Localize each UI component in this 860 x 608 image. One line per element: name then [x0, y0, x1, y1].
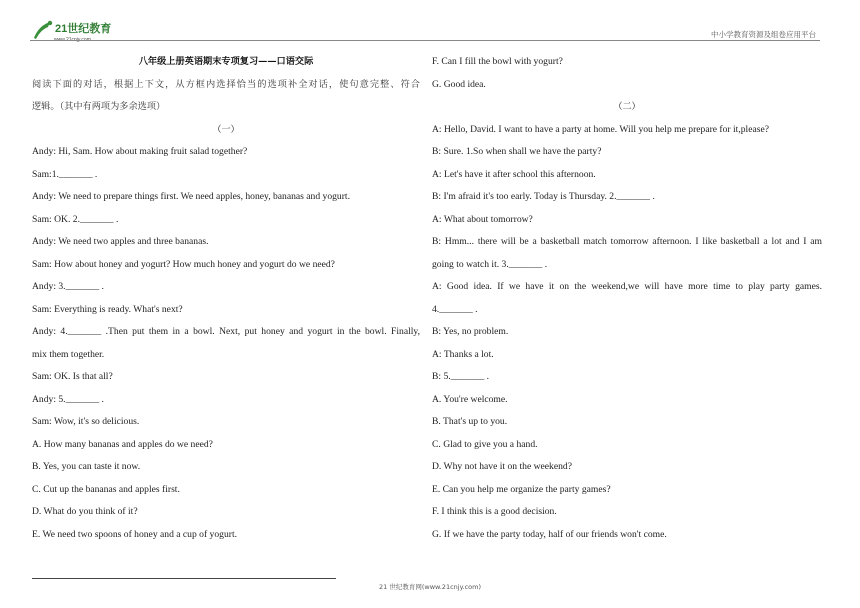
- dialogue-line: Andy: Hi, Sam. How about making fruit salad together?: [32, 146, 248, 157]
- dialogue-line: Sam: Wow, it's so delicious.: [32, 416, 140, 427]
- dialogue-line: B: Sure. 1.So when shall we have the party?: [432, 146, 602, 157]
- dialogue-line: A: Let's have it after school this afternoon.: [432, 168, 596, 180]
- footer-text: 21 世纪教育网(www.21cnjy.com): [379, 583, 481, 591]
- instruction-line-1: 阅读下面的对话，根据上下文，从方框内选择恰当的选项补全对话，使句意完整、符合: [32, 78, 420, 90]
- svg-text:21世纪教育: 21世纪教育: [55, 23, 112, 35]
- option-item: D. What do you think of it?: [32, 506, 138, 517]
- option-item: A. You're welcome.: [432, 393, 508, 405]
- option-item: B. That's up to you.: [432, 416, 508, 427]
- dialogue-line: Andy: 4._______ .Then put them in a bowl. Next, put honey and yogurt in the bowl. Finally,: [32, 326, 420, 337]
- dialogue-line: A: Good idea. If we have it on the weekend,we will have more time to play party games.: [432, 281, 822, 292]
- dialogue-line: A: What about tomorrow?: [432, 213, 533, 225]
- dialogue-line: going to watch it. 3._______ .: [432, 258, 548, 270]
- platform-name: 中小学教育资源及组卷应用平台: [711, 30, 816, 39]
- dialogue-line: A: Thanks a lot.: [432, 348, 494, 360]
- option-item: F. Can I fill the bowl with yogurt?: [432, 56, 563, 67]
- option-item: F. I think this is a good decision.: [432, 506, 557, 517]
- dialogue-line: B: 5._______ .: [432, 371, 490, 382]
- dialogue-line: 4._______ .: [432, 303, 478, 315]
- dialogue-line: Andy: 3._______ .: [32, 281, 104, 292]
- left-column: [32, 51, 420, 546]
- dialogue-line: mix them together.: [32, 348, 105, 360]
- section-heading-2: （二）: [613, 102, 641, 112]
- dialogue-line: B: Yes, no problem.: [432, 326, 509, 337]
- page-title: 八年级上册英语期末专项复习——口语交际: [138, 56, 314, 67]
- dialogue-line: B: I'm afraid it's too early. Today is Thursday. 2._______ .: [432, 191, 655, 202]
- dialogue-line: B: Hmm... there will be a basketball match tomorrow afternoon. I like basketball a lot and I am: [432, 236, 822, 247]
- option-item: C. Glad to give you a hand.: [432, 438, 538, 450]
- option-item: E. Can you help me organize the party games?: [432, 483, 611, 495]
- instruction-line-2: 逻辑。（其中有两项为多余选项）: [32, 101, 166, 112]
- dialogue-line: Sam: OK. 2._______ .: [32, 213, 119, 225]
- dialogue-line: Sam: OK. Is that all?: [32, 371, 113, 382]
- footer-divider: [32, 578, 336, 579]
- dialogue-line: A: Hello, David. I want to have a party at home. Will you help me prepare for it,please?: [432, 123, 769, 135]
- option-item: G. Good idea.: [432, 78, 486, 90]
- dialogue-line: Sam: Everything is ready. What's next?: [32, 303, 183, 315]
- dialogue-line: Andy: 5._______ .: [32, 393, 104, 405]
- svg-text:www.21cnjy.com: www.21cnjy.com: [54, 37, 91, 43]
- header-divider: [30, 40, 820, 41]
- dialogue-line: Sam:1._______ .: [32, 168, 98, 180]
- option-item: E. We need two spoons of honey and a cup of yogurt.: [32, 528, 238, 540]
- right-column: [432, 51, 822, 546]
- option-item: C. Cut up the bananas and apples first.: [32, 483, 180, 495]
- option-item: D. Why not have it on the weekend?: [432, 461, 572, 472]
- option-item: G. If we have the party today, half of our friends won't come.: [432, 528, 667, 540]
- dialogue-line: Andy: We need two apples and three bananas.: [32, 236, 209, 247]
- dialogue-line: Andy: We need to prepare things first. We need apples, honey, bananas and yogurt.: [32, 191, 350, 202]
- option-item: A. How many bananas and apples do we need?: [32, 438, 213, 450]
- option-item: B. Yes, you can taste it now.: [32, 461, 141, 472]
- dialogue-line: Sam: How about honey and yogurt? How much honey and yogurt do we need?: [32, 258, 335, 270]
- section-heading-1: （一）: [212, 124, 240, 135]
